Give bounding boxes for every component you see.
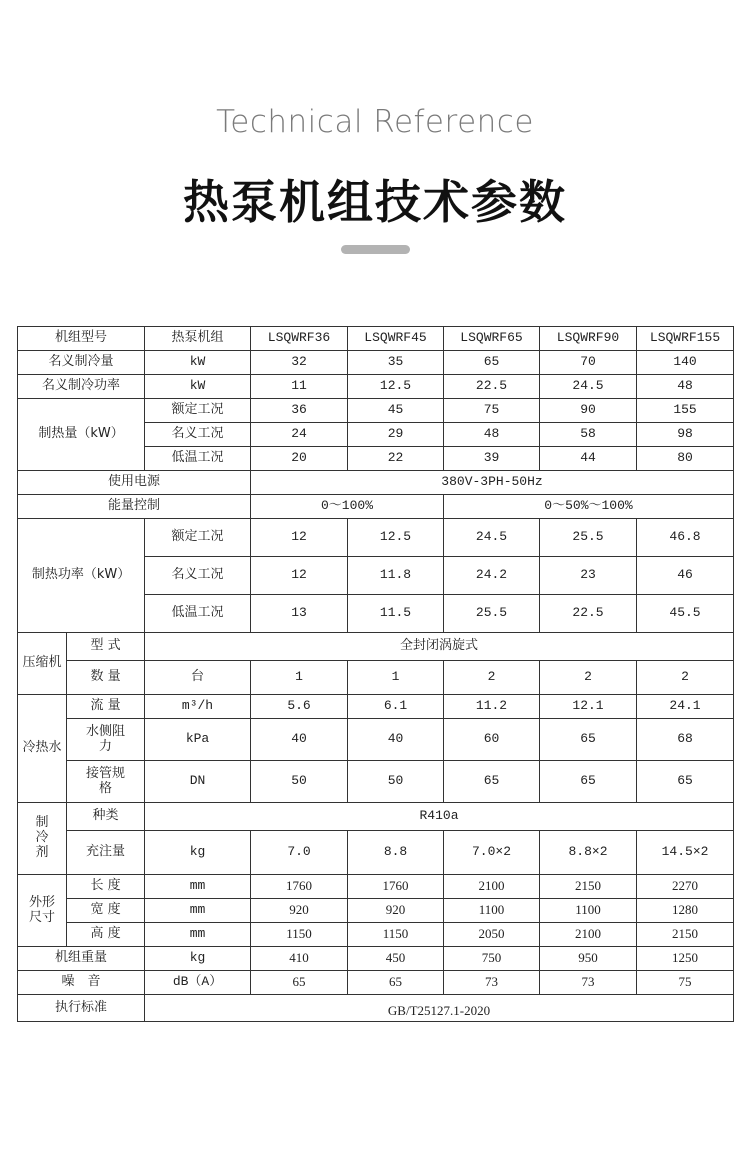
cell-value: 20 (251, 447, 348, 471)
condition-label: 低温工况 (145, 447, 251, 471)
cell-value: 2150 (637, 923, 734, 947)
row-unit: dB（A） (145, 971, 251, 995)
group-label-heating-power: 制热功率（kW） (18, 519, 145, 633)
cell-value: 46.8 (637, 519, 734, 557)
cell-value: 24.5 (540, 375, 637, 399)
cell-value: 2 (540, 661, 637, 695)
row-unit: mm (145, 923, 251, 947)
cell-value: 25.5 (444, 595, 540, 633)
power-supply-value: 380V-3PH-50Hz (251, 471, 734, 495)
cell-value: 45.5 (637, 595, 734, 633)
item-label: 宽 度 (67, 899, 145, 923)
item-label: 高 度 (67, 923, 145, 947)
cell-value: 73 (444, 971, 540, 995)
cell-value: 5.6 (251, 695, 348, 719)
table-row (18, 351, 734, 375)
table-row (18, 923, 734, 947)
group-label-dimensions: 外形尺寸 (18, 875, 67, 947)
cell-value: 7.0×2 (444, 831, 540, 875)
cell-value: 2100 (540, 923, 637, 947)
group-label-water: 冷热水 (18, 695, 67, 803)
cell-value: 48 (444, 423, 540, 447)
item-label: 充注量 (67, 831, 145, 875)
group-label-refrigerant: 制冷剂 (18, 803, 67, 875)
table-row (18, 399, 734, 423)
cell-value: 12.1 (540, 695, 637, 719)
cell-value: 65 (444, 351, 540, 375)
cell-value: 11.5 (348, 595, 444, 633)
compressor-type-value: 全封闭涡旋式 (145, 633, 734, 661)
cell-value: 98 (637, 423, 734, 447)
condition-label: 低温工况 (145, 595, 251, 633)
cell-value: 40 (348, 719, 444, 761)
model-name: LSQWRF36 (251, 327, 348, 351)
cell-value: 2050 (444, 923, 540, 947)
cell-value: 32 (251, 351, 348, 375)
row-unit: kg (145, 831, 251, 875)
condition-label: 名义工况 (145, 423, 251, 447)
cell-value: 65 (348, 971, 444, 995)
cell-value: 65 (540, 719, 637, 761)
cell-value: 11.2 (444, 695, 540, 719)
row-unit: kg (145, 947, 251, 971)
row-label: 名义制冷功率 (18, 375, 145, 399)
cell-value: 48 (637, 375, 734, 399)
table-row (18, 375, 734, 399)
row-label: 噪 音 (18, 971, 145, 995)
condition-label: 名义工况 (145, 557, 251, 595)
row-label: 名义制冷量 (18, 351, 145, 375)
cell-value: 13 (251, 595, 348, 633)
cell-value: 24.2 (444, 557, 540, 595)
row-unit: kW (145, 375, 251, 399)
row-label: 使用电源 (18, 471, 251, 495)
cell-value: 22.5 (444, 375, 540, 399)
table-row (18, 947, 734, 971)
cell-value: 1280 (637, 899, 734, 923)
item-label: 型 式 (67, 633, 145, 661)
item-label: 接管规格 (67, 761, 145, 803)
row-label: 能量控制 (18, 495, 251, 519)
cell-value: 950 (540, 947, 637, 971)
cell-value: 65 (637, 761, 734, 803)
spec-table (17, 326, 734, 1022)
cell-value: 2270 (637, 875, 734, 899)
cell-value: 50 (348, 761, 444, 803)
cell-value: 1100 (444, 899, 540, 923)
table-row (18, 519, 734, 557)
condition-label: 额定工况 (145, 519, 251, 557)
cell-value: 140 (637, 351, 734, 375)
cell-value: 65 (540, 761, 637, 803)
cell-value: 73 (540, 971, 637, 995)
cell-value: 1150 (251, 923, 348, 947)
header-label: 机组型号 (18, 327, 145, 351)
table-row (18, 471, 734, 495)
cell-value: 1 (348, 661, 444, 695)
cell-value: 39 (444, 447, 540, 471)
cell-value: 25.5 (540, 519, 637, 557)
cell-value: 1100 (540, 899, 637, 923)
cell-value: 450 (348, 947, 444, 971)
cell-value: 80 (637, 447, 734, 471)
item-label: 长 度 (67, 875, 145, 899)
cell-value: 410 (251, 947, 348, 971)
title-accent-bar (341, 245, 410, 254)
cell-value: 1760 (348, 875, 444, 899)
cell-value: 60 (444, 719, 540, 761)
row-unit: kW (145, 351, 251, 375)
cell-value: 1760 (251, 875, 348, 899)
refrigerant-type-value: R410a (145, 803, 734, 831)
cell-value: 7.0 (251, 831, 348, 875)
cell-value: 24.5 (444, 519, 540, 557)
cell-value: 65 (251, 971, 348, 995)
standard-value: GB/T25127.1-2020 (145, 995, 734, 1022)
cell-value: 12.5 (348, 375, 444, 399)
cell-value: 22.5 (540, 595, 637, 633)
cell-value: 8.8 (348, 831, 444, 875)
cell-value: 35 (348, 351, 444, 375)
model-name: LSQWRF45 (348, 327, 444, 351)
table-header-row (18, 327, 734, 351)
row-unit: kPa (145, 719, 251, 761)
cell-value: 6.1 (348, 695, 444, 719)
cell-value: 22 (348, 447, 444, 471)
group-label-compressor: 压缩机 (18, 633, 67, 695)
table-row (18, 661, 734, 695)
cell-value: 12 (251, 519, 348, 557)
cell-value: 11.8 (348, 557, 444, 595)
cell-value: 24 (251, 423, 348, 447)
row-label: 执行标准 (18, 995, 145, 1022)
cell-value: 75 (444, 399, 540, 423)
item-label: 水侧阻力 (67, 719, 145, 761)
model-name: LSQWRF155 (637, 327, 734, 351)
condition-label: 额定工况 (145, 399, 251, 423)
cell-value: 155 (637, 399, 734, 423)
cell-value: 2150 (540, 875, 637, 899)
energy-control-value: 0～100% (251, 495, 444, 519)
table-row (18, 495, 734, 519)
table-row (18, 995, 734, 1022)
table-row (18, 803, 734, 831)
cell-value: 1 (251, 661, 348, 695)
row-unit: DN (145, 761, 251, 803)
cell-value: 36 (251, 399, 348, 423)
cell-value: 14.5×2 (637, 831, 734, 875)
header-unit: 热泵机组 (145, 327, 251, 351)
cell-value: 58 (540, 423, 637, 447)
table-row (18, 971, 734, 995)
item-label: 流 量 (67, 695, 145, 719)
cell-value: 8.8×2 (540, 831, 637, 875)
model-name: LSQWRF90 (540, 327, 637, 351)
row-unit: 台 (145, 661, 251, 695)
cell-value: 40 (251, 719, 348, 761)
cell-value: 12 (251, 557, 348, 595)
table-row (18, 831, 734, 875)
cell-value: 2 (444, 661, 540, 695)
cell-value: 65 (444, 761, 540, 803)
group-label-heating-capacity: 制热量（kW） (18, 399, 145, 471)
energy-control-value: 0～50%～100% (444, 495, 734, 519)
cell-value: 68 (637, 719, 734, 761)
cell-value: 75 (637, 971, 734, 995)
cell-value: 29 (348, 423, 444, 447)
cell-value: 11 (251, 375, 348, 399)
page-title: 热泵机组技术参数 (183, 175, 567, 229)
cell-value: 23 (540, 557, 637, 595)
cell-value: 1250 (637, 947, 734, 971)
cell-value: 920 (348, 899, 444, 923)
cell-value: 45 (348, 399, 444, 423)
row-label: 机组重量 (18, 947, 145, 971)
model-name: LSQWRF65 (444, 327, 540, 351)
table-row (18, 761, 734, 803)
row-unit: mm (145, 875, 251, 899)
page-subtitle: Technical Reference (216, 104, 534, 140)
cell-value: 70 (540, 351, 637, 375)
item-label: 种类 (67, 803, 145, 831)
cell-value: 50 (251, 761, 348, 803)
table-row (18, 899, 734, 923)
cell-value: 44 (540, 447, 637, 471)
cell-value: 1150 (348, 923, 444, 947)
cell-value: 12.5 (348, 519, 444, 557)
cell-value: 2 (637, 661, 734, 695)
table-row (18, 695, 734, 719)
item-label: 数 量 (67, 661, 145, 695)
row-unit: mm (145, 899, 251, 923)
cell-value: 920 (251, 899, 348, 923)
row-unit: m³/h (145, 695, 251, 719)
table-row (18, 719, 734, 761)
cell-value: 2100 (444, 875, 540, 899)
table-row (18, 633, 734, 661)
table-row (18, 875, 734, 899)
cell-value: 750 (444, 947, 540, 971)
cell-value: 46 (637, 557, 734, 595)
cell-value: 90 (540, 399, 637, 423)
cell-value: 24.1 (637, 695, 734, 719)
